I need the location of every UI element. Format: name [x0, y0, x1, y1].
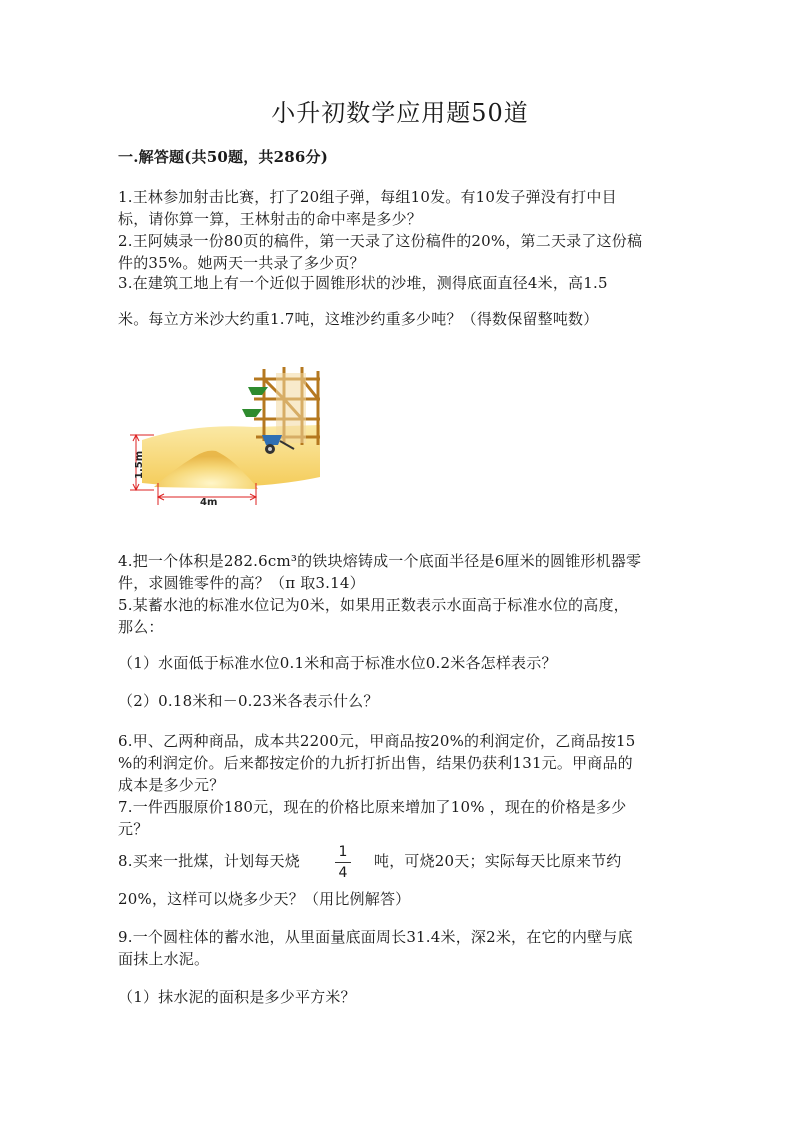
q1-line-2: 标，请你算一算，王林射击的命中率是多少？ — [118, 210, 423, 228]
q5-line-2: 那么： — [118, 618, 164, 636]
q9-line-1: 9.一个圆柱体的蓄水池，从里面量底面周长31.4米，深2米，在它的内壁与底 — [118, 928, 633, 946]
width-label: 4m — [200, 497, 218, 508]
q8-line-1-start: 8.买来一批煤，计划每天烧 — [118, 852, 300, 870]
q9-line-2: 面抹上水泥。 — [118, 950, 210, 968]
height-label: 1.5m — [134, 450, 145, 479]
q6-line-1: 6.甲、乙两种商品，成本共2200元，甲商品按20%的利润定价，乙商品按15 — [118, 732, 636, 750]
page-title: 小升初数学应用题50道 — [271, 99, 529, 127]
section-heading: 一.解答题(共50题，共286分) — [118, 148, 329, 166]
q3-line-2: 米。每立方米沙大约重1.7吨，这堆沙约重多少吨？（得数保留整吨数） — [118, 310, 599, 328]
sand-pile-illustration — [124, 365, 328, 510]
q9-part-1: （1）抹水泥的面积是多少平方米？ — [118, 988, 356, 1006]
q3-line-1: 3.在建筑工地上有一个近似于圆锥形状的沙堆，测得底面直径4米，高1.5 — [118, 274, 608, 292]
fraction-bar — [335, 862, 351, 863]
fraction-one-quarter — [333, 844, 353, 881]
q4-line-2: 件，求圆锥零件的高？（π 取3.14） — [118, 574, 365, 592]
q5-line-1: 5.某蓄水池的标准水位记为0米，如果用正数表示水面高于标准水位的高度， — [118, 596, 629, 614]
q7-line-1: 7.一件西服原价180元，现在的价格比原来增加了10% ，现在的价格是多少 — [118, 798, 627, 816]
q6-line-3: 成本是多少元？ — [118, 776, 225, 794]
q1-line-1: 1.王林参加射击比赛，打了20组子弹，每组10发。有10发子弹没有打中目 — [118, 188, 617, 206]
q8-line-2: 20%，这样可以烧多少天？（用比例解答） — [118, 890, 411, 908]
q8-line-1-end: 吨，可烧20天；实际每天比原来节约 — [374, 852, 622, 870]
fraction-denominator: 4 — [338, 865, 348, 881]
q5-part-1: （1）水面低于标准水位0.1米和高于标准水位0.2米各怎样表示？ — [118, 654, 557, 672]
q7-line-2: 元？ — [118, 820, 149, 838]
q2-line-2: 件的35%。她两天一共录了多少页？ — [118, 254, 365, 272]
q5-part-2: （2）0.18米和－0.23米各表示什么？ — [118, 692, 379, 710]
q2-line-1: 2.王阿姨录一份80页的稿件，第一天录了这份稿件的20%，第二天录了这份稿 — [118, 232, 643, 250]
fraction-numerator: 1 — [338, 844, 348, 860]
q6-line-2: %的利润定价。后来都按定价的九折打折出售，结果仍获利131元。甲商品的 — [118, 754, 633, 772]
scaffold-pan-bottom — [242, 409, 262, 417]
q4-line-1: 4.把一个体积是282.6cm³的铁块熔铸成一个底面半径是6厘米的圆锥形机器零 — [118, 552, 642, 570]
